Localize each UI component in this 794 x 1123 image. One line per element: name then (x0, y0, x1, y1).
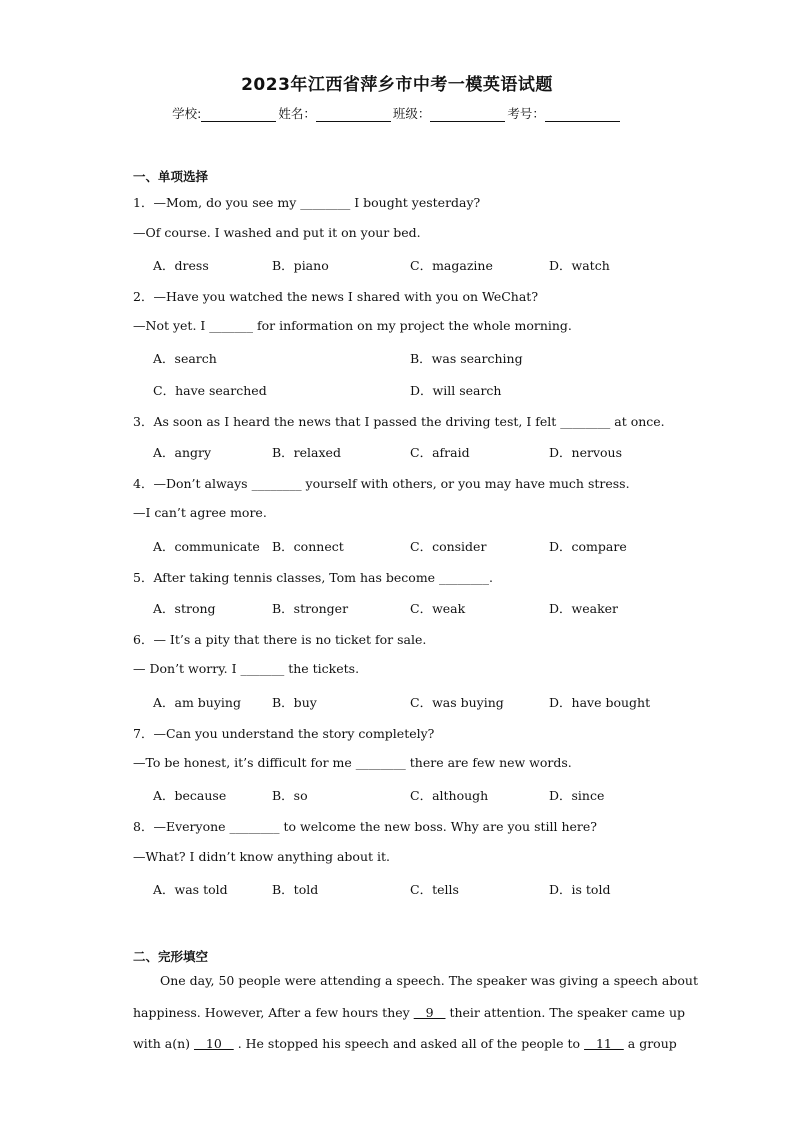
option-a[interactable]: A．because (153, 788, 227, 803)
school-blank[interactable] (201, 107, 276, 122)
page-title: 2023年江西省萍乡市中考一模英语试题 (241, 75, 553, 95)
option-d[interactable]: D．will search (410, 383, 502, 398)
question-line: —Of course. I washed and put it on your bed. (133, 225, 421, 240)
option-a[interactable]: A．am buying (153, 695, 241, 710)
option-b[interactable]: B．was searching (410, 351, 523, 366)
class-label: 班级： (392, 106, 431, 121)
option-d[interactable]: D．since (549, 788, 605, 803)
option-a[interactable]: A．search (153, 351, 217, 366)
option-d[interactable]: D．compare (549, 539, 627, 554)
option-a[interactable]: A．dress (153, 258, 209, 273)
cloze-line-2 (133, 1005, 686, 1020)
option-d[interactable]: D．have bought (549, 695, 651, 710)
option-d[interactable]: D．nervous (549, 445, 622, 460)
question-line: 5．After taking tennis classes, Tom has become ________. (133, 570, 494, 585)
option-a[interactable]: A．was told (153, 882, 228, 897)
school-label: 学校: (172, 106, 202, 121)
cloze-blank-11[interactable]: 11 (584, 1036, 624, 1051)
question-line: —What? I didn’t know anything about it. (133, 849, 390, 864)
cloze-line-3 (133, 1036, 677, 1051)
option-c[interactable]: C．tells (410, 882, 459, 897)
cloze-line-1: One day, 50 people were attending a speech. The speaker was giving a speech about (160, 973, 698, 988)
cloze-text: their attention. The speaker came up (445, 1005, 686, 1020)
question-line: 2．—Have you watched the news I shared with you on WeChat? (133, 289, 539, 304)
option-d[interactable]: D．is told (549, 882, 611, 897)
cloze-text: a group (623, 1036, 677, 1051)
option-c[interactable]: C．magazine (410, 258, 493, 273)
option-c[interactable]: C．consider (410, 539, 487, 554)
class-blank[interactable] (430, 107, 505, 122)
cloze-blank-10[interactable]: 10 (193, 1036, 234, 1051)
option-a[interactable]: A．angry (153, 445, 212, 460)
option-c[interactable]: C．was buying (410, 695, 504, 710)
question-line: —Not yet. I _______ for information on my project the whole morning. (133, 318, 572, 333)
student-info-row (0, 104, 794, 122)
number-blank[interactable] (545, 107, 620, 122)
option-b[interactable]: B．stronger (272, 601, 349, 616)
name-label: 姓名： (278, 106, 316, 121)
cloze-text: happiness. However, After a few hours they (133, 1005, 414, 1020)
option-a[interactable]: A．strong (153, 601, 216, 616)
option-c[interactable]: C．have searched (153, 383, 267, 398)
question-line: —To be honest, it’s difficult for me ________ there are few new words. (133, 755, 572, 770)
cloze-text: with a(n) (133, 1036, 194, 1051)
option-c[interactable]: C．weak (410, 601, 466, 616)
number-label: 考号： (507, 106, 545, 121)
cloze-blank-9[interactable]: 9 (413, 1005, 446, 1020)
question-line: —I can’t agree more. (133, 505, 267, 520)
option-c[interactable]: C．afraid (410, 445, 470, 460)
question-line: 6．— It’s a pity that there is no ticket for sale. (133, 632, 427, 647)
question-line: 8．—Everyone ________ to welcome the new boss. Why are you still here? (133, 819, 598, 834)
option-c[interactable]: C．although (410, 788, 489, 803)
option-b[interactable]: B．buy (272, 695, 317, 710)
option-d[interactable]: D．weaker (549, 601, 619, 616)
question-line: 7．—Can you understand the story completely? (133, 726, 435, 741)
question-line: 4．—Don’t always ________ yourself with others, or you may have much stress. (133, 476, 630, 491)
option-b[interactable]: B．told (272, 882, 319, 897)
option-b[interactable]: B．relaxed (272, 445, 341, 460)
question-line: 3．As soon as I heard the news that I passed the driving test, I felt ________ at once. (133, 414, 665, 429)
question-line: — Don’t worry. I _______ the tickets. (133, 661, 360, 676)
option-a[interactable]: A．communicate (153, 539, 260, 554)
question-line: 1．—Mom, do you see my ________ I bought yesterday? (133, 195, 481, 210)
option-b[interactable]: B．connect (272, 539, 344, 554)
name-blank[interactable] (316, 107, 391, 122)
option-d[interactable]: D．watch (549, 258, 610, 273)
section-heading-cloze: 二、完形填空 (133, 949, 209, 964)
option-b[interactable]: B．so (272, 788, 308, 803)
cloze-text: . He stopped his speech and asked all of the people to (233, 1036, 585, 1051)
section-heading-single-choice: 一、单项选择 (133, 169, 209, 184)
option-b[interactable]: B．piano (272, 258, 329, 273)
